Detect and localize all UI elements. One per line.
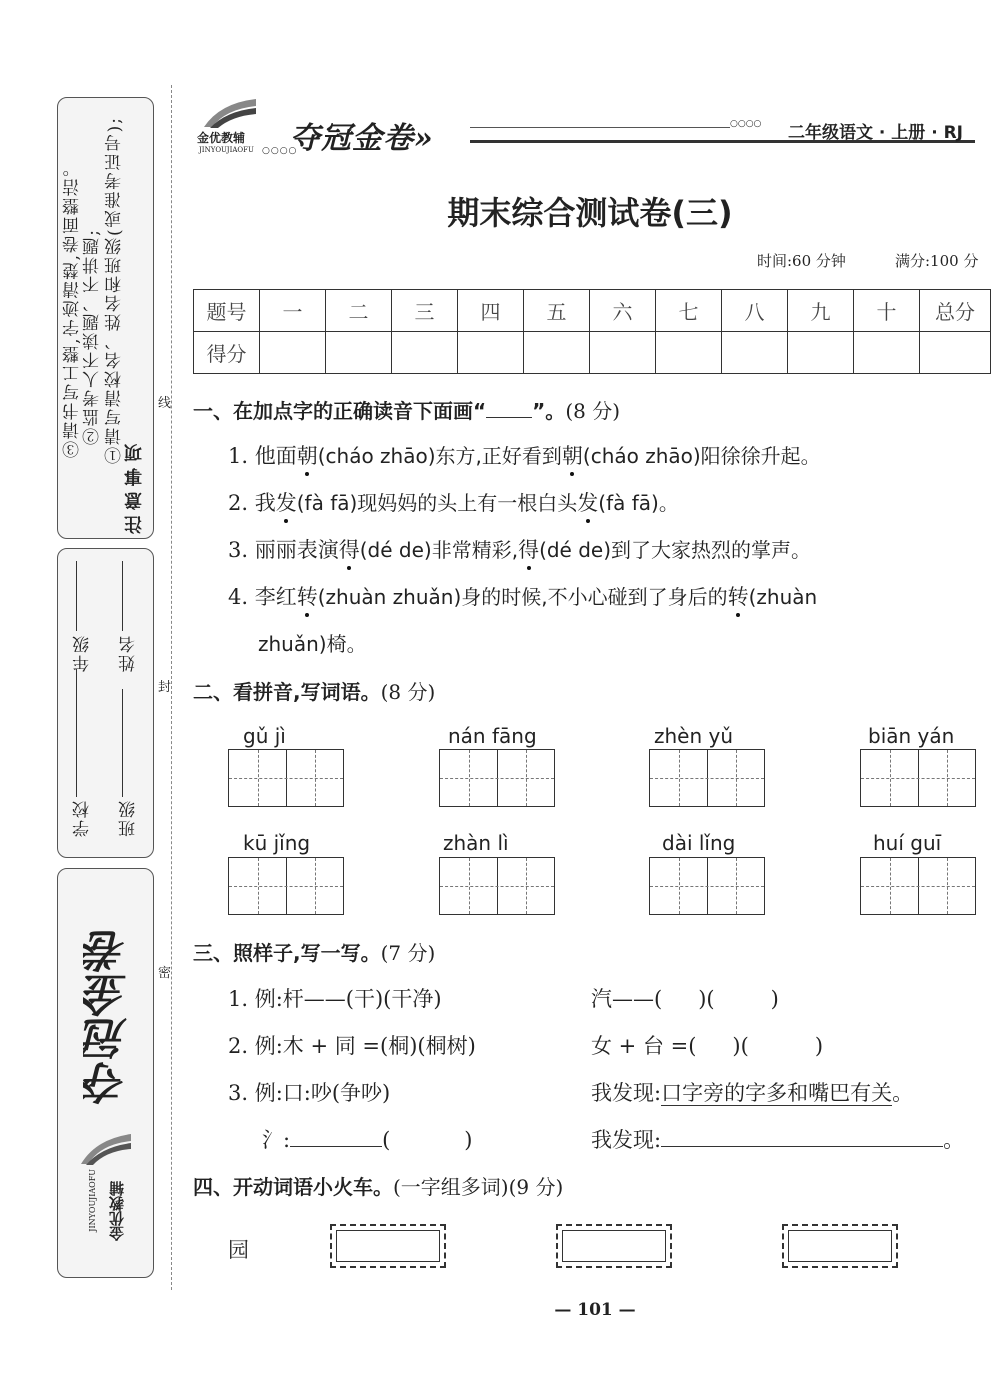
name-line[interactable] (122, 561, 123, 631)
train-car-box[interactable] (556, 1224, 672, 1268)
writing-grid[interactable] (228, 857, 344, 915)
dotted-char: 转 (727, 585, 749, 609)
section3-points: (7 分) (380, 941, 436, 965)
find-text: 口字旁的字多和嘴巴有关 (661, 1081, 893, 1105)
dotted-char: 得 (338, 538, 360, 562)
sidebar-logo-cn: 金优教辅 (108, 1181, 126, 1241)
pinyin-label: nán fāng (448, 724, 537, 748)
s3-q2-task: 女 + 台 =( )( ) (591, 1034, 824, 1058)
score-cell[interactable] (854, 332, 920, 374)
dotted-char: 朝 (561, 444, 583, 468)
score-header-cell: 七 (656, 290, 722, 332)
notice-line-3: ③请书写工整,字迹清楚,卷面整洁。 (63, 158, 83, 458)
s3-q3-find-task (591, 1124, 964, 1154)
dotted-char: 转 (296, 585, 318, 609)
header-brand: 夺冠金卷» (290, 121, 434, 156)
section1-heading-tail: ”。 (532, 399, 566, 423)
section1-points: (8 分) (565, 399, 620, 423)
answer-blank[interactable] (290, 1146, 382, 1147)
s1-question-1 (228, 440, 821, 470)
section3-heading-text: 三、照样子,写一写。 (193, 941, 381, 965)
header-rule-dots: ○○○○ (730, 119, 762, 129)
score-cell[interactable] (722, 332, 788, 374)
pinyin-label: gǔ jì (243, 724, 286, 748)
score-cell[interactable] (260, 332, 326, 374)
section2-points: (8 分) (380, 680, 436, 704)
score-header-cell: 一 (260, 290, 326, 332)
score-header-cell: 题号 (194, 290, 260, 332)
seal-char-xian: 线 (158, 388, 171, 415)
header-rule-thin (470, 127, 730, 128)
section1-heading-blank (486, 417, 532, 418)
student-info-box (57, 548, 154, 858)
pinyin-label: zhàn lì (443, 831, 509, 855)
seal-char-feng: 封 (158, 672, 171, 699)
s3-q1-example: 1. 例:杆——(干)(干净) (228, 987, 442, 1011)
find-label: 我发现: (591, 1128, 662, 1152)
reading-options-2[interactable]: (cháo zhāo)阳徐徐升起。 (582, 444, 821, 468)
book-logo-icon (76, 1129, 136, 1169)
class-line[interactable] (122, 689, 123, 797)
reading-options-2-cont[interactable]: zhuǎn)椅。 (258, 632, 367, 656)
score-header-cell: 四 (458, 290, 524, 332)
writing-grid[interactable] (860, 857, 976, 915)
s3-q2-example: 2. 例:木 + 同 =(桐)(桐树) (228, 1034, 476, 1058)
notice-label: 注意事项 (124, 438, 145, 534)
reading-options-2[interactable]: (zhuàn (748, 585, 818, 609)
reading-options-1[interactable]: (dé de)非常精彩, (359, 538, 519, 562)
section3-heading (193, 937, 435, 966)
train-start-char: 园 (228, 1238, 249, 1262)
writing-grid[interactable] (439, 857, 555, 915)
task-text: 汽——( (591, 987, 663, 1011)
train-car-box[interactable] (782, 1224, 898, 1268)
notice-box (57, 97, 154, 539)
score-cell[interactable] (326, 332, 392, 374)
score-cell[interactable] (920, 332, 991, 374)
text: 李红 (254, 585, 297, 609)
radical-label: 氵: (262, 1128, 291, 1152)
question-number: 2. (228, 491, 249, 515)
text: 丽丽表演 (254, 538, 339, 562)
dotted-char: 发 (275, 491, 297, 515)
school-label: 学校 (73, 799, 93, 837)
dotted-char: 发 (577, 491, 599, 515)
score-cell[interactable] (524, 332, 590, 374)
pinyin-label: zhèn yǔ (654, 724, 734, 748)
score-header-cell: 九 (788, 290, 854, 332)
s1-question-4-cont (258, 628, 367, 657)
s1-question-4 (228, 581, 817, 611)
pinyin-label: dài lǐng (662, 831, 736, 855)
school-line[interactable] (76, 669, 77, 797)
score-table-score-row (194, 332, 991, 374)
writing-grid[interactable] (228, 749, 344, 807)
reading-options-1[interactable]: (cháo zhāo)东方,正好看到 (317, 444, 562, 468)
pinyin-label: kū jǐng (243, 831, 311, 855)
s3-q3-find-example (591, 1077, 913, 1107)
section4-heading-text: 四、开动词语小火车。 (193, 1175, 393, 1199)
score-cell[interactable] (590, 332, 656, 374)
s3-q3-task: 氵: ( ) (262, 1128, 473, 1152)
writing-grid[interactable] (649, 749, 765, 807)
sidebar-logo-en: JINYOUJIAOFU (88, 1169, 97, 1232)
text: 我 (254, 491, 276, 515)
find-period: 。 (943, 1128, 965, 1152)
header-dots: ○○○○ (262, 146, 298, 156)
page-number: — 101 — (554, 1300, 636, 1320)
notice-line-1: ①请写清校名、姓名和班级(或准考证号); (105, 116, 125, 464)
score-header-cell: 二 (326, 290, 392, 332)
dotted-char: 朝 (296, 444, 318, 468)
header-grade: 二年级语文 · 上册 · RJ (788, 123, 964, 143)
header-book-logo-icon (200, 97, 260, 131)
score-cell[interactable] (392, 332, 458, 374)
section1-heading (193, 395, 620, 424)
score-cell[interactable] (788, 332, 854, 374)
reading-options-2[interactable]: (dé de)到了大家热烈的掌声。 (539, 538, 812, 562)
section2-heading-text: 二、看拼音,写词语。 (193, 680, 381, 704)
reading-options-1[interactable]: (fà fā)现妈妈的头上有一根白头 (296, 491, 578, 515)
score-header-cell: 十 (854, 290, 920, 332)
train-car-box[interactable] (330, 1224, 446, 1268)
grade-line[interactable] (76, 561, 77, 631)
s1-question-2 (228, 487, 679, 517)
question-number: 3. (228, 538, 249, 562)
exam-time: 时间:60 分钟 (757, 252, 846, 270)
header-logo-en: JINYOUJIAOFU (199, 146, 254, 154)
task-text: 女 + 台 =( (591, 1034, 697, 1058)
section2-heading (193, 676, 435, 705)
answer-blank[interactable] (661, 1146, 943, 1147)
seal-char-mi: 密 (158, 958, 171, 985)
section1-heading-text: 一、在加点字的正确读音下面画“ (193, 399, 487, 423)
section4-points: (一字组多词)(9 分) (393, 1175, 564, 1199)
score-header-cell: 六 (590, 290, 656, 332)
question-number: 4. (228, 585, 249, 609)
pinyin-label: huí guī (873, 831, 942, 855)
notice-line-2: ②监考人不读题、不讲题; (83, 228, 103, 445)
writing-grid[interactable] (860, 749, 976, 807)
find-period: 。 (892, 1081, 914, 1105)
find-label: 我发现: (591, 1081, 662, 1105)
pinyin-label: biān yán (868, 724, 955, 748)
exam-full-score: 满分:100 分 (895, 252, 979, 270)
grade-label: 年级 (73, 634, 93, 672)
s3-q3-example: 3. 例:口:吵(争吵) (228, 1081, 391, 1105)
s1-question-3 (228, 534, 811, 564)
brand-vertical: 夺冠金卷 (84, 929, 135, 1105)
question-number: 1. (228, 444, 249, 468)
class-label: 班级 (119, 799, 139, 837)
s3-q1-task: 汽——( )( ) (591, 987, 779, 1011)
writing-grid[interactable] (439, 749, 555, 807)
score-header-cell: 八 (722, 290, 788, 332)
text: 他面 (254, 444, 297, 468)
header-logo-cn: 金优教辅 (197, 131, 246, 145)
score-table-header-row (194, 290, 991, 332)
seal-line (171, 85, 172, 1290)
name-label: 姓名 (119, 634, 139, 672)
score-cell[interactable] (656, 332, 722, 374)
brand-box (57, 868, 154, 1278)
score-cell[interactable] (458, 332, 524, 374)
reading-options-1[interactable]: (zhuàn zhuǎn)身的时候,不小心碰到了身后的 (317, 585, 728, 609)
writing-grid[interactable] (649, 857, 765, 915)
score-row-label: 得分 (194, 332, 260, 374)
dotted-char: 得 (518, 538, 540, 562)
score-header-cell: 总分 (920, 290, 991, 332)
score-header-cell: 五 (524, 290, 590, 332)
reading-options-2[interactable]: (fà fā)。 (598, 491, 679, 515)
exam-title: 期末综合测试卷(三) (447, 194, 733, 232)
score-table (193, 289, 991, 374)
section4-heading (193, 1171, 563, 1200)
score-header-cell: 三 (392, 290, 458, 332)
